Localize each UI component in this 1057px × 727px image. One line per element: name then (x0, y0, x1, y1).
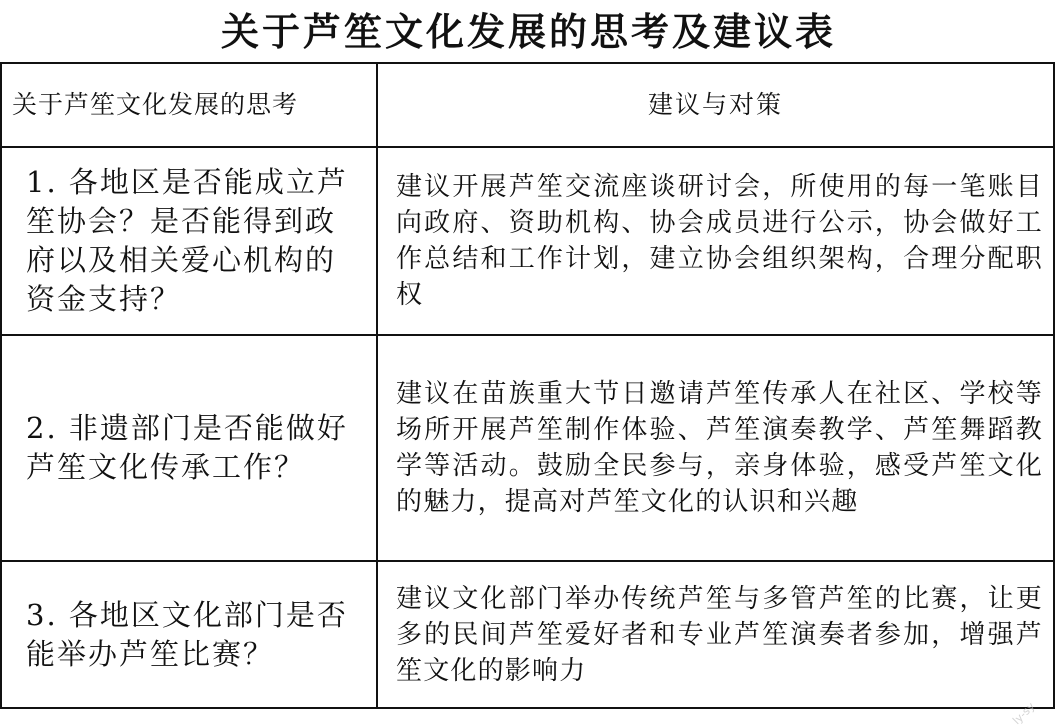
header-cell-thoughts (1, 63, 377, 147)
page-title: 关于芦笙文化发展的思考及建议表 (220, 9, 836, 54)
table-row (1, 335, 1054, 561)
table-row (1, 561, 1054, 708)
answer-cell (377, 147, 1054, 335)
question-cell (1, 147, 377, 335)
question-cell (1, 561, 377, 708)
header-cell-suggestions (377, 63, 1054, 147)
question-text: 3. 各地区文化部门是否能举办芦笙比赛？ (26, 597, 348, 671)
question-text: 2. 非遗部门是否能做好芦笙文化传承工作？ (26, 411, 348, 484)
table-header-row (1, 63, 1054, 147)
question-cell (1, 335, 377, 561)
header-thoughts-label: 关于芦笙文化发展的思考 (12, 90, 299, 119)
suggestion-table (0, 62, 1055, 709)
answer-text: 建议文化部门举办传统芦笙与多管芦笙的比赛，让更多的民间芦笙爱好者和专业芦笙演奏者参加，增强芦笙文化的影响力 (396, 583, 1043, 686)
question-text: 1. 各地区是否能成立芦笙协会？是否能得到政府以及相关爱心机构的资金支持？ (26, 165, 348, 316)
answer-text: 建议开展芦笙交流座谈研讨会，所使用的每一笔账目向政府、资助机构、协会成员进行公示，协会做好工作总结和工作计划，建立协会组织架构，合理分配职权 (396, 172, 1043, 310)
answer-text: 建议在苗族重大节日邀请芦笙传承人在社区、学校等场所开展芦笙制作体验、芦笙演奏教学、芦笙舞蹈教学等活动。鼓励全民参与，亲身体验，感受芦笙文化的魅力，提高对芦笙文化的认识和兴趣 (396, 379, 1043, 517)
table-row (1, 147, 1054, 335)
answer-cell (377, 335, 1054, 561)
watermark: ly-sy (1010, 699, 1038, 727)
header-suggestions-label: 建议与对策 (647, 90, 783, 119)
answer-cell (377, 561, 1054, 708)
